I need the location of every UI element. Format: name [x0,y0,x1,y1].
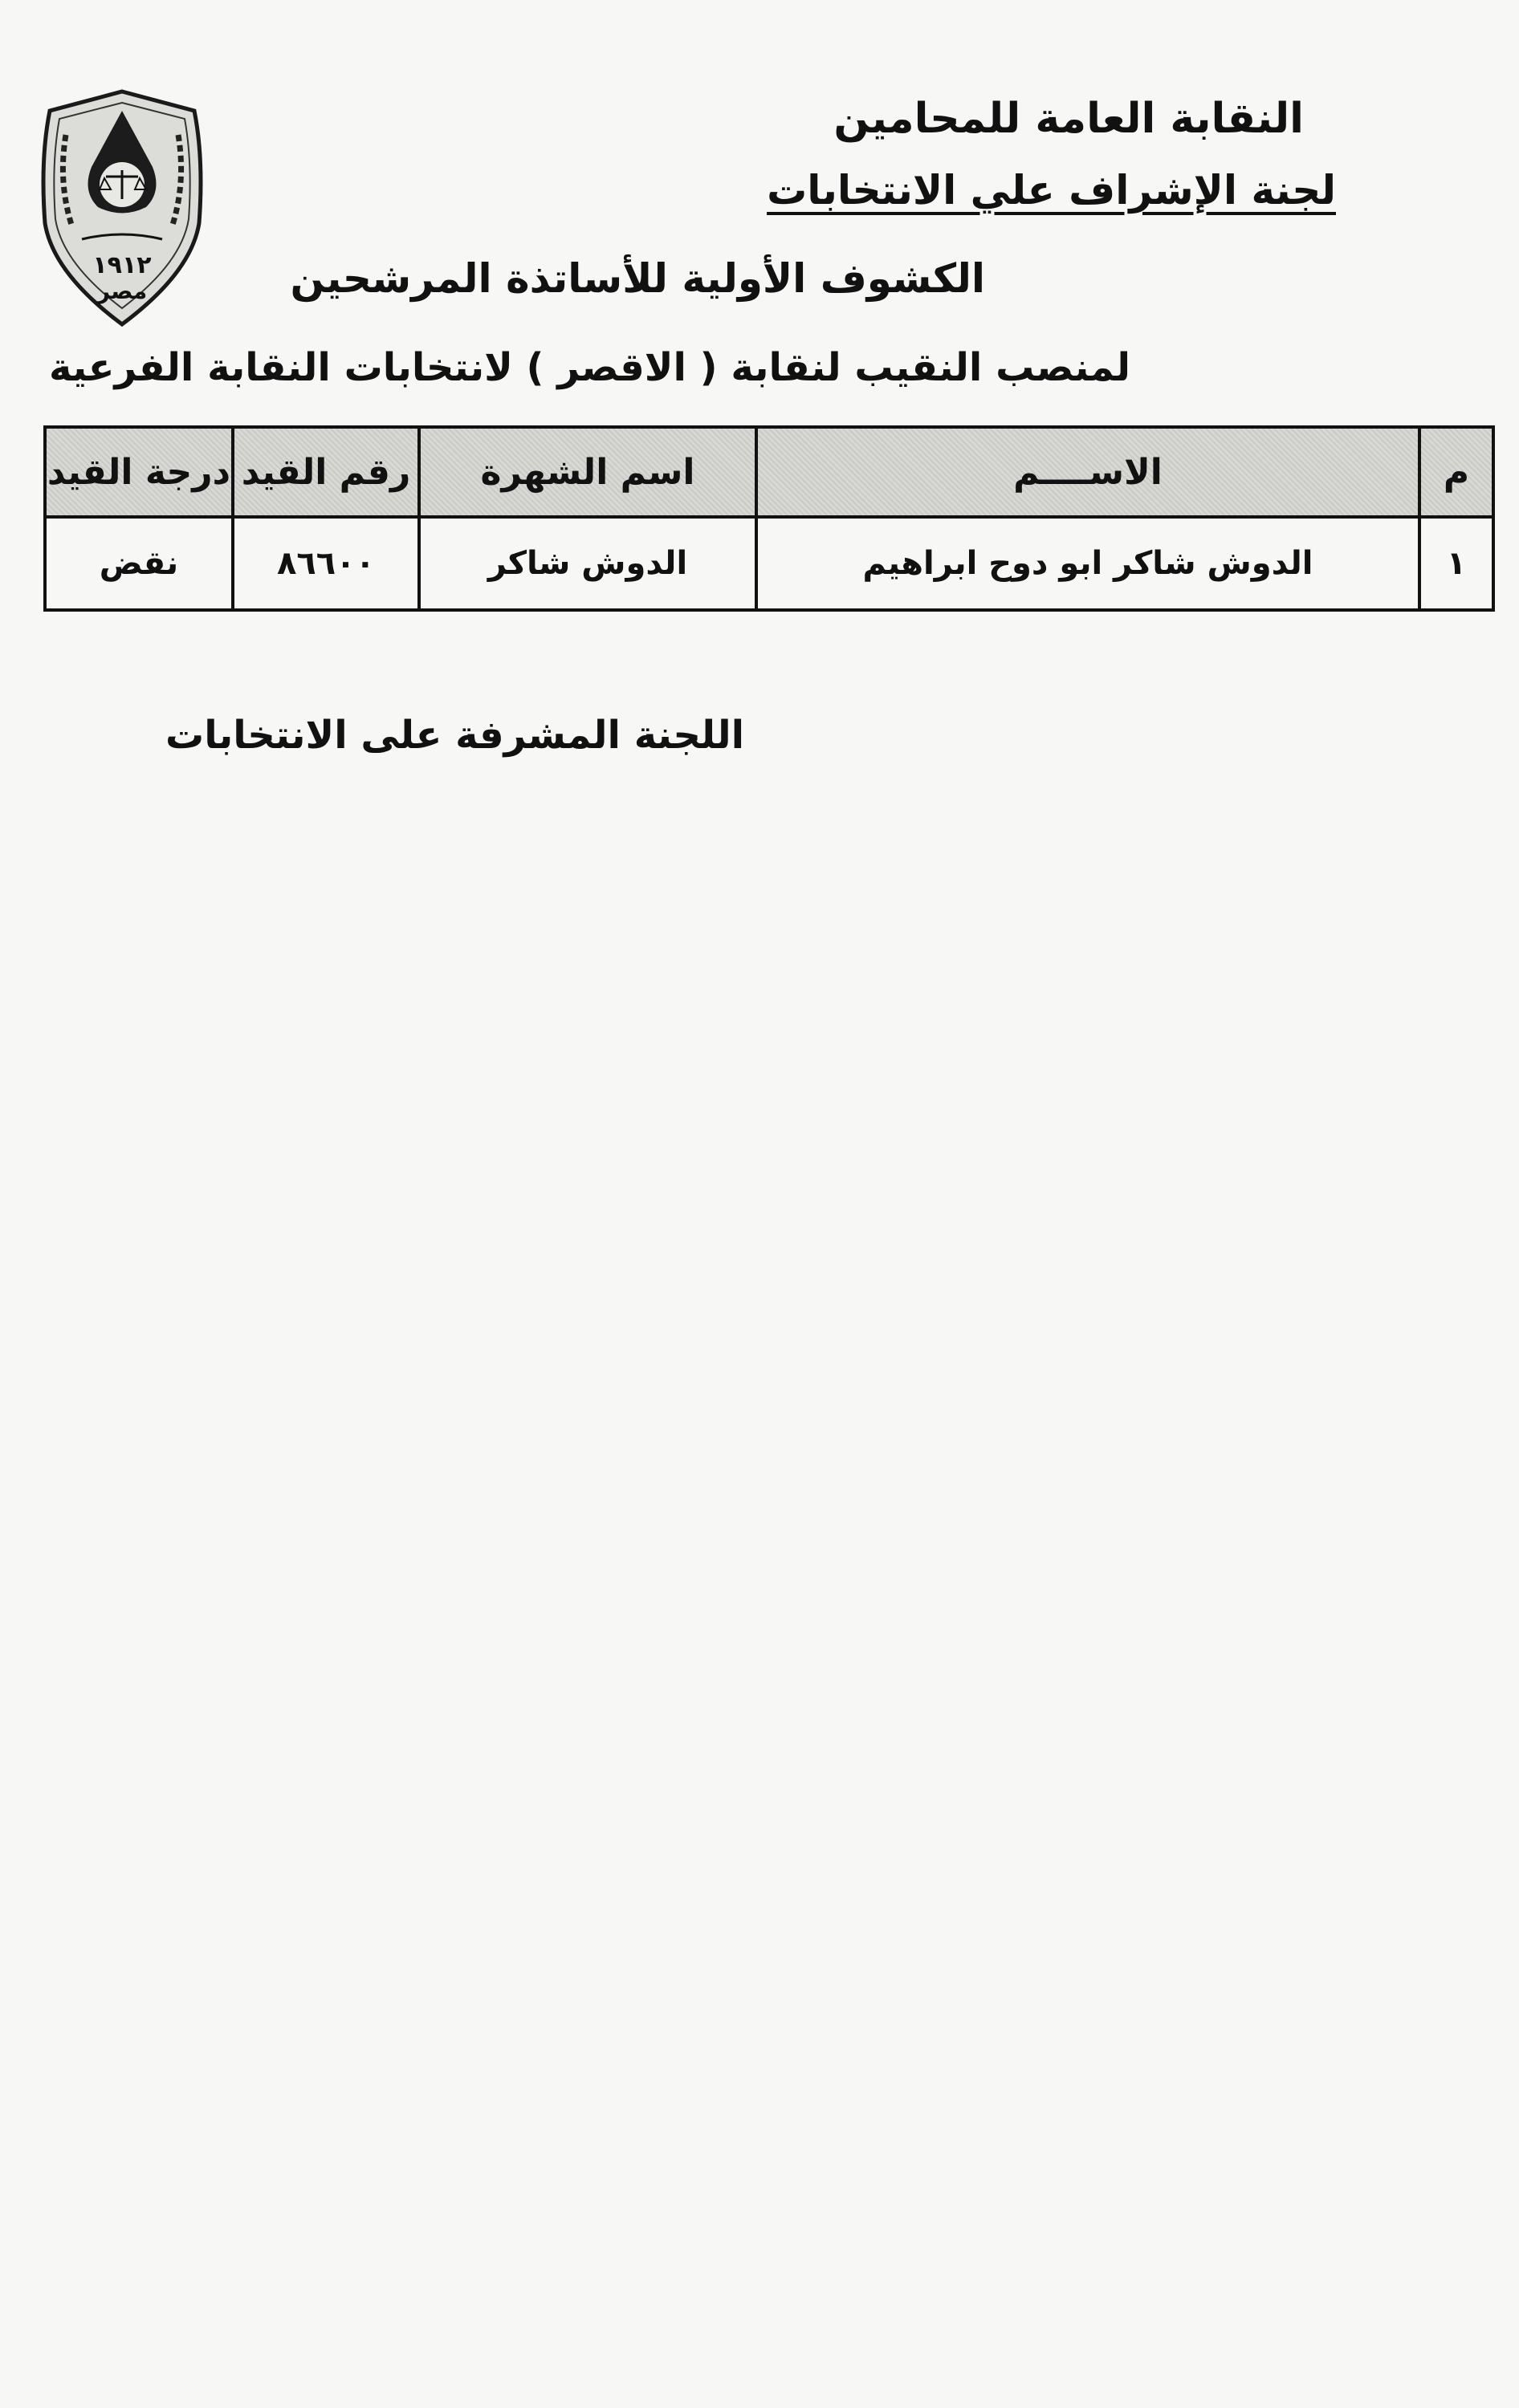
seal-country: مصر [96,278,148,304]
seal-year: ١٩١٢ [92,251,152,279]
header-index: م [1419,427,1493,517]
candidates-table [43,425,1476,612]
cell-fame-name: الدوش شاكر [419,517,756,610]
header-name: الاســــم [756,427,1419,517]
cell-reg-number: ٨٦٦٠٠ [233,517,419,610]
lawyers-syndicate-seal [34,87,210,327]
header-reg-grade: درجة القيد [45,427,233,517]
table-row [45,517,1493,610]
document-subtitle: لمنصب النقيب لنقابة ( الاقصر ) لانتخابات النقابة الفرعية [49,345,1130,390]
document-title: الكشوف الأولية للأساتذة المرشحين [290,255,985,302]
cell-reg-grade: نقض [45,517,233,610]
header-fame-name: اسم الشهرة [419,427,756,517]
seal-emblem-icon [34,87,210,327]
organization-name: النقابة العامة للمحامين [833,95,1304,143]
header-reg-number: رقم القيد [233,427,419,517]
committee-name: لجنة الإشراف علي الانتخابات [767,167,1336,214]
cell-index: ١ [1419,517,1493,610]
cell-name: الدوش شاكر ابو دوح ابراهيم [756,517,1419,610]
table-header-row [45,427,1493,517]
committee-signature: اللجنة المشرفة على الانتخابات [165,713,745,758]
